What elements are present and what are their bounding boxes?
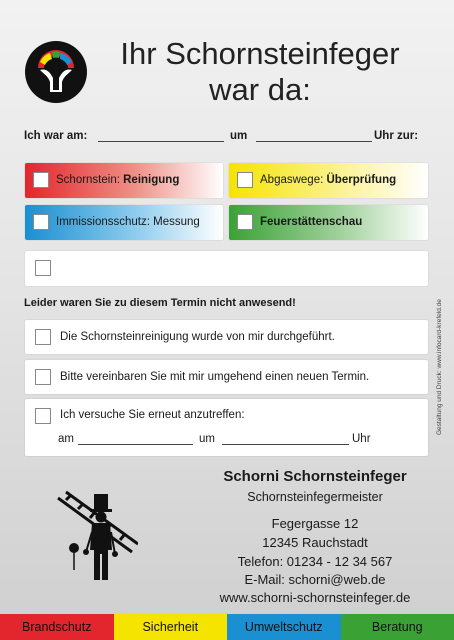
category-chimney-cleaning[interactable]: Schornstein: Reinigung <box>25 163 223 198</box>
visit-time-field[interactable] <box>256 130 372 142</box>
company-email: E-Mail: schorni@web.de <box>244 572 386 587</box>
company-street: Fegergasse 12 <box>271 516 359 531</box>
title-line-2: war da: <box>209 72 311 107</box>
chimney-sweep-guild-logo-icon <box>24 40 88 104</box>
footer-band <box>0 614 454 640</box>
footer-advice: Beratung <box>341 614 454 640</box>
option-retry-visit[interactable]: Ich versuche Sie erneut anzutreffen: am um Uhr <box>25 399 428 456</box>
category-flue-inspection[interactable]: Abgaswege: Überprüfung <box>229 163 428 198</box>
company-name: Schorni Schornsteinfeger <box>223 468 407 485</box>
retry-time-field[interactable] <box>222 433 349 445</box>
category-emission-measurement[interactable]: Immissionsschutz: Messung <box>25 205 223 240</box>
checkbox[interactable] <box>33 172 49 188</box>
checkbox[interactable] <box>35 369 51 385</box>
checkbox[interactable] <box>35 408 51 424</box>
company-website: www.schorni-schornsteinfeger.de <box>219 590 411 605</box>
visit-time-label: um <box>230 130 248 142</box>
company-title: Schornsteinfegermeister <box>247 490 383 504</box>
option-new-appointment[interactable]: Bitte vereinbaren Sie mit mir umgehend einen neuen Termin. <box>25 360 428 394</box>
visit-date-label: Ich war am: <box>24 130 88 142</box>
visit-date-field[interactable] <box>98 130 224 142</box>
company-phone: Telefon: 01234 - 12 34 567 <box>237 554 393 569</box>
visit-purpose-label: Uhr zur: <box>374 130 419 142</box>
page-title <box>100 36 420 108</box>
retry-time-label: um <box>199 433 215 445</box>
title-line-1: Ihr Schornsteinfeger <box>120 36 400 71</box>
footer-environment: Umweltschutz <box>227 614 341 640</box>
checkbox[interactable] <box>35 329 51 345</box>
retry-date-label: am <box>58 433 74 445</box>
custom-option-field[interactable] <box>25 251 428 286</box>
checkbox[interactable] <box>237 172 253 188</box>
retry-date-field[interactable] <box>78 433 193 445</box>
footer-safety: Sicherheit <box>114 614 228 640</box>
checkbox[interactable] <box>33 214 49 230</box>
company-city: 12345 Rauchstadt <box>262 535 368 550</box>
category-fireplace-inspection[interactable]: Feuerstättenschau <box>229 205 428 240</box>
checkbox[interactable] <box>237 214 253 230</box>
absent-notice: Leider waren Sie zu diesem Termin nicht anwesend! <box>24 297 296 309</box>
checkbox[interactable] <box>35 260 51 276</box>
chimney-sweep-icon <box>56 490 138 582</box>
footer-fire-safety: Brandschutz <box>0 614 114 640</box>
option-cleaning-done[interactable]: Die Schornsteinreinigung wurde von mir durchgeführt. <box>25 320 428 354</box>
retry-uhr-label: Uhr <box>352 433 371 445</box>
printer-credit: Gestaltung und Druck: www.infocard-krefeld.de <box>436 299 443 435</box>
